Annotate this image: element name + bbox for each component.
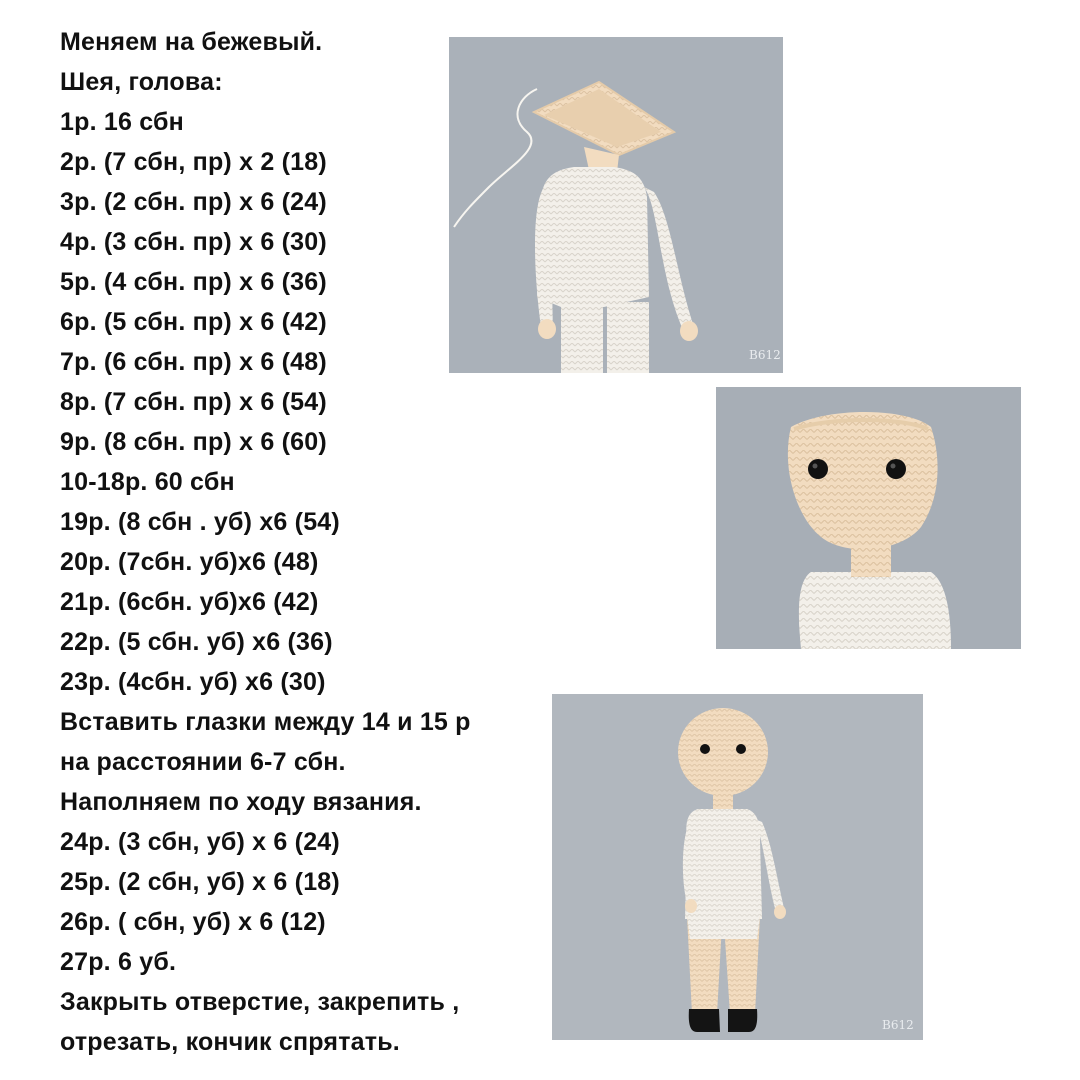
- instruction-line: 24р. (3 сбн, уб) х 6 (24): [60, 828, 340, 856]
- instruction-line: 2р. (7 сбн, пр) х 2 (18): [60, 148, 327, 176]
- instruction-line: на расстоянии 6-7 сбн.: [60, 748, 346, 776]
- photo-finished-doll: [552, 694, 923, 1040]
- instruction-line: Закрыть отверстие, закрепить ,: [60, 988, 460, 1016]
- instruction-line: 9р. (8 сбн. пр) х 6 (60): [60, 428, 327, 456]
- instruction-line: 19р. (8 сбн . уб) х6 (54): [60, 508, 340, 536]
- eye-right: [886, 459, 906, 479]
- instruction-line: 25р. (2 сбн, уб) х 6 (18): [60, 868, 340, 896]
- instruction-line: Наполняем по ходу вязания.: [60, 788, 422, 816]
- instruction-line: Вставить глазки между 14 и 15 р: [60, 708, 471, 736]
- instruction-line: 4р. (3 сбн. пр) х 6 (30): [60, 228, 327, 256]
- instruction-line: 21р. (6сбн. уб)х6 (42): [60, 588, 319, 616]
- instruction-line: отрезать, кончик спрятать.: [60, 1028, 400, 1056]
- instruction-line: 5р. (4 сбн. пр) х 6 (36): [60, 268, 327, 296]
- instruction-line: 23р. (4сбн. уб) х6 (30): [60, 668, 326, 696]
- instruction-line: 10-18р. 60 сбн: [60, 468, 235, 496]
- instruction-line: 6р. (5 сбн. пр) х 6 (42): [60, 308, 327, 336]
- photo-head-closeup: [716, 387, 1021, 649]
- instruction-line: 27р. 6 уб.: [60, 948, 177, 976]
- instruction-line: Меняем на бежевый.: [60, 28, 323, 56]
- instruction-line: 20р. (7сбн. уб)х6 (48): [60, 548, 319, 576]
- eye-left: [808, 459, 828, 479]
- instruction-line: 3р. (2 сбн. пр) х 6 (24): [60, 188, 327, 216]
- instruction-line: 1р. 16 сбн: [60, 108, 184, 136]
- instruction-line: 22р. (5 сбн. уб) х6 (36): [60, 628, 333, 656]
- watermark: B612: [749, 348, 781, 362]
- instruction-line: 26р. ( сбн, уб) х 6 (12): [60, 908, 326, 936]
- photo-neck-start: [449, 37, 783, 373]
- instruction-line: Шея, голова:: [60, 68, 223, 96]
- instruction-line: 7р. (6 сбн. пр) х 6 (48): [60, 348, 327, 376]
- instruction-line: 8р. (7 сбн. пр) х 6 (54): [60, 388, 327, 416]
- watermark: B612: [882, 1018, 914, 1032]
